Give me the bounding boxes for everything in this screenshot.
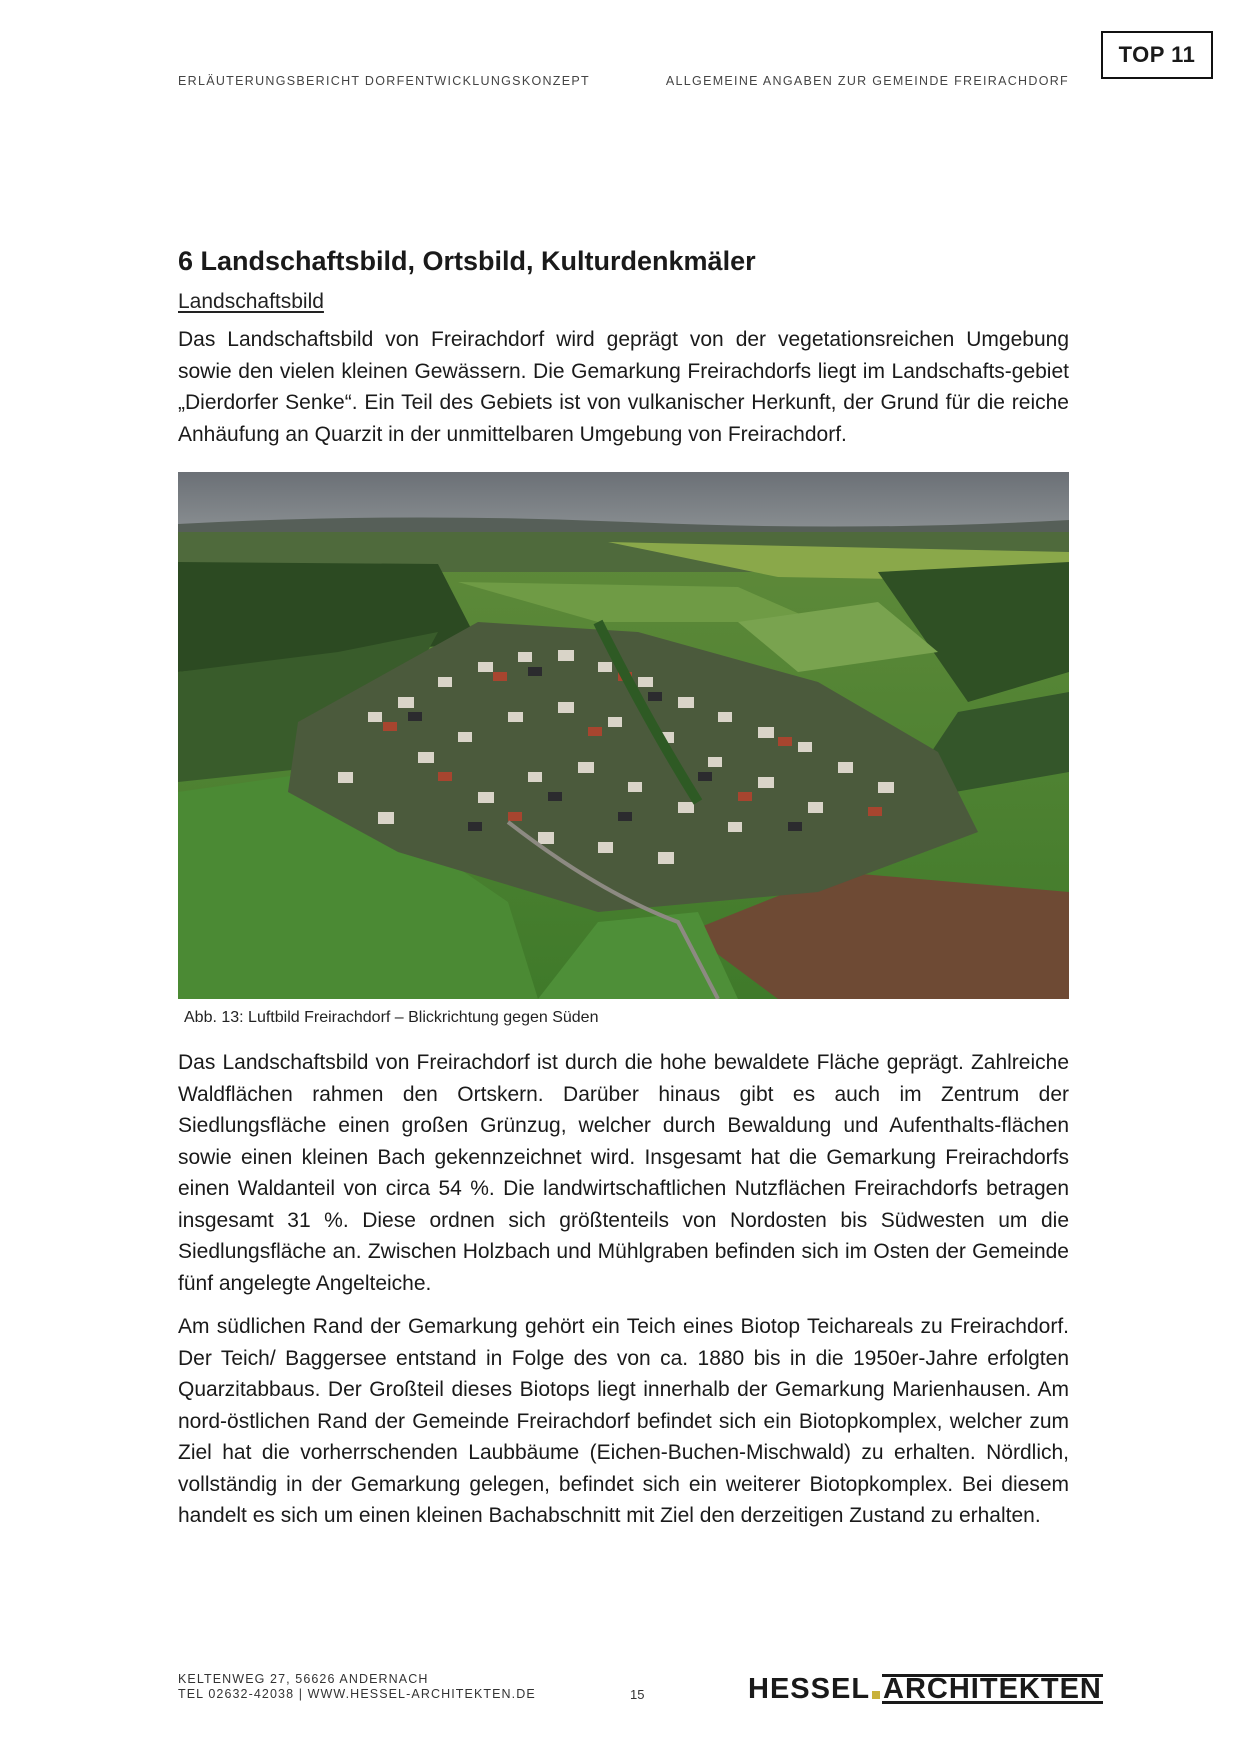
aerial-photo-illustration [178, 472, 1069, 999]
footer-address [178, 1672, 536, 1702]
running-header-left: ERLÄUTERUNGSBERICHT DORFENTWICKLUNGSKONZEPT [178, 74, 590, 88]
logo-text-architekten: ARCHITEKTEN [883, 1673, 1102, 1705]
paragraph-3: Am südlichen Rand der Gemarkung gehört ein Teich eines Biotop Teichareals zu Freirachdorf. Der Teich/ Baggersee entstand in Folge des von ca. 1880 bis in die 1950er-Jahre erfolgten Quarzitabbaus. Der Großteil dieses Biotops liegt innerhalb der Gemarkung Marienhausen. Am nord-östlichen Rand der Gemeinde Freirachdorf befindet sich ein Biotopkomplex, welcher zum Ziel hat die vorherrschenden Laubbäume (Eichen-Buchen-Mischwald) zu erhalten. Nördlich, vollständig in der Gemarkung gelegen, befindet sich ein weiterer Biotopkomplex. Bei diesem handelt es sich um einen kleinen Bachabschnitt mit Ziel den derzeitigen Zustand zu erhalten. [178, 1315, 1069, 1527]
paragraph-2: Das Landschaftsbild von Freirachdorf ist durch die hohe bewaldete Fläche geprägt. Zahlreiche Waldflächen rahmen den Ortskern. Darüber hinaus gibt es auch im Zentrum der Siedlungsfläche einen großen Grünzug, welcher durch Bewaldung und Aufenthalts-flächen sowie einen kleinen Bach gekennzeichnet wird. Insgesamt hat die Gemarkung Freirachdorfs einen Waldanteil von circa 54 %. Die landwirtschaftlichen Nutzflächen Freirachdorfs betragen insgesamt 31 %. Diese ordnen sich größtenteils von Nordosten bis Südwesten um die Siedlungsfläche an. Zwischen Holzbach und Mühlgraben befinden sich im Osten der Gemeinde fünf angelegte Angelteiche. [178, 1051, 1069, 1295]
aerial-photo [178, 472, 1069, 999]
subheading-landschaftsbild: Landschaftsbild [178, 290, 324, 313]
hessel-architekten-logo [748, 1670, 1103, 1704]
logo-dot [872, 1691, 880, 1699]
paragraph-1: Das Landschaftsbild von Freirachdorf wird geprägt von der vegetationsreichen Umgebung sowie den vielen kleinen Gewässern. Die Gemarkung Freirachdorfs liegt im Landschafts-gebiet „Dierdorfer Senke“. Ein Teil des Gebiets ist von vulkanischer Herkunft, der Grund für die reiche Anhäufung an Quarzit in der unmittelbaren Umgebung von Freirachdorf. [178, 328, 1069, 446]
figure-caption: Abb. 13: Luftbild Freirachdorf – Blickrichtung gegen Süden [184, 1009, 599, 1026]
footer-address-line1: KELTENWEG 27, 56626 ANDERNACH [178, 1672, 429, 1686]
top-badge: TOP 11 [1101, 31, 1213, 79]
logo-text-hessel: HESSEL [748, 1673, 871, 1705]
footer-address-line2: TEL 02632-42038 | WWW.HESSEL-ARCHITEKTEN.DE [178, 1687, 536, 1701]
page-number: 15 [630, 1687, 645, 1702]
running-header-right: ALLGEMEINE ANGABEN ZUR GEMEINDE FREIRACHDORF [665, 74, 1069, 88]
section-title: 6 Landschaftsbild, Ortsbild, Kulturdenkmäler [178, 246, 756, 276]
